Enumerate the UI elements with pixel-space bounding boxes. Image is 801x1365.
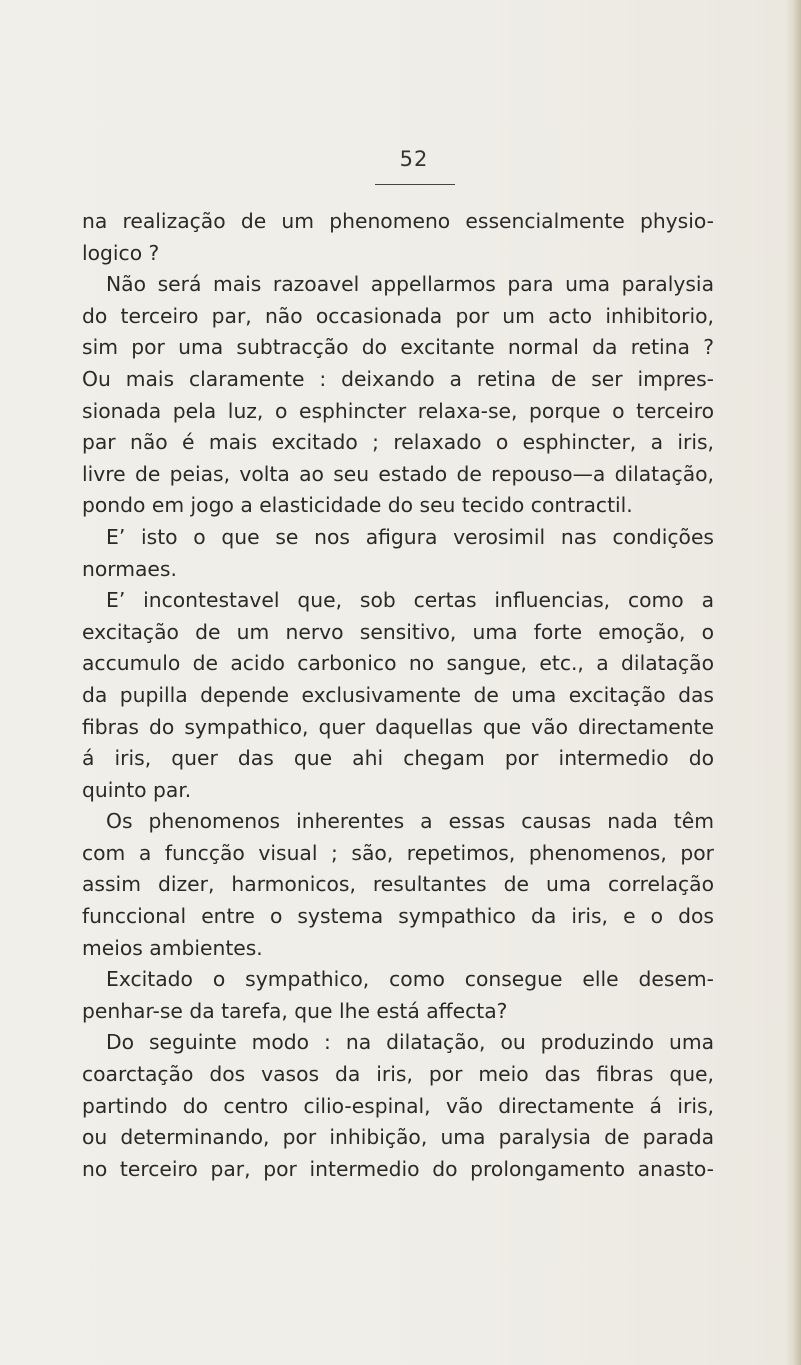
- text-line: coarctação dos vasos da iris, por meio das fibras que,: [82, 1062, 714, 1087]
- text-line: á iris, quer das que ahi chegam por intermedio do: [82, 746, 714, 771]
- text-line: livre de peias, volta ao seu estado de repouso—a dilatação,: [82, 461, 714, 486]
- text-line: normaes.: [82, 556, 177, 581]
- text-line: partindo do centro cilio-espinal, vão directamente á iris,: [82, 1093, 714, 1118]
- text-line: excitação de um nervo sensitivo, uma forte emoção, o: [82, 619, 714, 644]
- page-number: 52: [399, 147, 429, 171]
- header-rule: [375, 184, 455, 185]
- text-line: do terceiro par, não occasionada por um acto inhibitorio,: [82, 303, 714, 328]
- text-line: funccional entre o systema sympathico da iris, e o dos: [82, 904, 714, 929]
- text-line: sim por uma subtracção do excitante normal da retina ?: [82, 335, 714, 360]
- text-line: assim dizer, harmonicos, resultantes de uma correlação: [82, 872, 714, 897]
- text-line: da pupilla depende exclusivamente de uma excitação das: [82, 682, 714, 707]
- text-line: Os phenomenos inherentes a essas causas nada têm: [106, 809, 714, 834]
- text-line: ou determinando, por inhibição, uma paralysia de parada: [82, 1125, 714, 1150]
- text-line: Ou mais claramente : deixando a retina de ser impres-: [82, 366, 714, 391]
- text-line: Não será mais razoavel appellarmos para uma paralysia: [106, 272, 714, 297]
- text-line: E’ isto o que se nos afigura verosimil nas condições: [106, 524, 714, 549]
- text-line: accumulo de acido carbonico no sangue, etc., a dilatação: [82, 651, 714, 676]
- text-line: logico ?: [82, 240, 160, 265]
- text-line: Do seguinte modo : na dilatação, ou produzindo uma: [106, 1030, 714, 1055]
- text-line: sionada pela luz, o esphincter relaxa-se, porque o terceiro: [82, 398, 714, 423]
- text-line: fibras do sympathico, quer daquellas que vão directamente: [82, 714, 714, 739]
- text-line: penhar-se da tarefa, que lhe está affecta?: [82, 998, 508, 1023]
- text-line: quinto par.: [82, 777, 192, 802]
- text-line: pondo em jogo a elasticidade do seu tecido contractil.: [82, 493, 633, 518]
- text-line: no terceiro par, por intermedio do prolongamento anasto-: [82, 1156, 714, 1181]
- text-line: Excitado o sympathico, como consegue elle desem-: [106, 967, 714, 992]
- text-line: E’ incontestavel que, sob certas influencias, como a: [106, 588, 714, 613]
- page-edge-shadow: [785, 0, 801, 1365]
- text-line: na realização de um phenomeno essencialmente physio-: [82, 209, 714, 233]
- text-line: com a funcção visual ; são, repetimos, phenomenos, por: [82, 840, 714, 865]
- body-text: [82, 206, 714, 1185]
- text-line: meios ambientes.: [82, 935, 263, 960]
- text-line: par não é mais excitado ; relaxado o esphincter, a iris,: [82, 430, 714, 455]
